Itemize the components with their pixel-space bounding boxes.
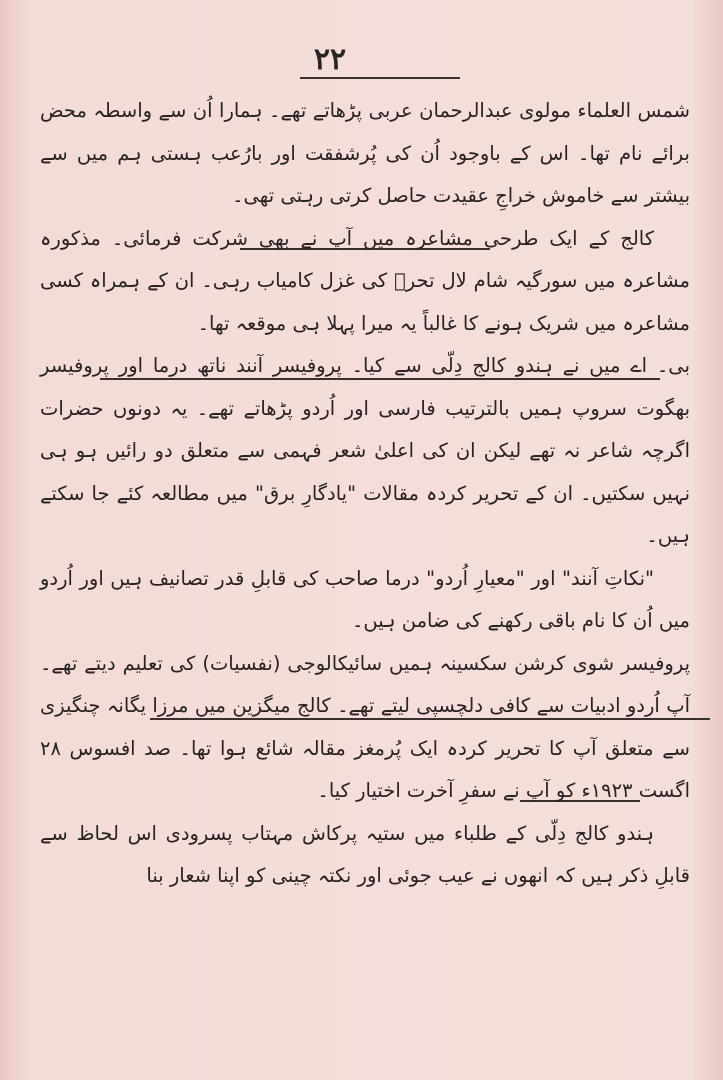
- page-number: ۲۲: [313, 42, 347, 77]
- paragraph: "نکاتِ آنند" اور "معیارِ اُردو" درما صاحب کی قابلِ قدر تصانیف ہیں اور اُردو میں اُن کا نام باقی رکھنے کی ضامن ہیں۔: [40, 566, 690, 632]
- paragraph: کالج کے ایک طرحی مشاعرہ میں آپ نے بھی شرکت فرمائی۔ مذکورہ مشاعرہ میں سورگیہ شام لال تحرؔ کی غزل کامیاب رہی۔ ان کے ہمراہ کسی مشاعرہ میں شریک ہونے کا غالباً یہ میرا پہلا ہی موقعہ تھا۔: [40, 226, 690, 335]
- paragraph: پروفیسر شوی کرشن سکسینہ ہمیں سائیکالوجی (نفسیات) کی تعلیم دیتے تھے۔ آپ اُردو ادبیات سے کافی دلچسپی لیتے تھے۔ کالج میگزین میں مرزا یگانہ چنگیزی سے متعلق آپ کا تحریر کردہ ایک پُرمغز مقالہ شائع ہوا تھا۔ صد افسوس ۲۸ اگست ۱۹۲۳ء کو آپ نے سفرِ آخرت اختیار کیا۔: [40, 651, 690, 802]
- body-text: [40, 90, 690, 898]
- underline-rule: [300, 77, 460, 79]
- paragraph: ہندو کالج دِلّی کے طلباء میں ستیہ پرکاش مہتاب پسرودی اس لحاظ سے قابلِ ذکر ہیں کہ انھوں نے عیب جوئی اور نکتہ چینی کو اپنا شعار بنا: [40, 821, 690, 887]
- paragraph: شمس العلماء مولوی عبدالرحمان عربی پڑھاتے تھے۔ ہمارا اُن سے واسطہ محض برائے نام تھا۔ اس کے باوجود اُن کی پُرشفقت اور بارُعب ہستی ہم میں سے بیشتر سے خاموش خراجِ عقیدت حاصل کرتی رہتی تھی۔: [40, 99, 690, 207]
- paragraph: بی۔ اے میں نے ہندو کالج دِلّی سے کیا۔ پروفیسر آنند ناتھ درما اور پروفیسر بھگوت سروپ ہمیں بالترتیب فارسی اور اُردو پڑھاتے تھے۔ یہ دونوں حضرات اگرچہ شاعر نہ تھے لیکن ان کی اعلیٰ شعر فہمی سے متعلق دو رائیں ہو ہی نہیں سکتیں۔ ان کے تحریر کردہ مقالات "یادگارِ برق" میں مطالعہ کئے جا سکتے ہیں۔: [40, 354, 690, 547]
